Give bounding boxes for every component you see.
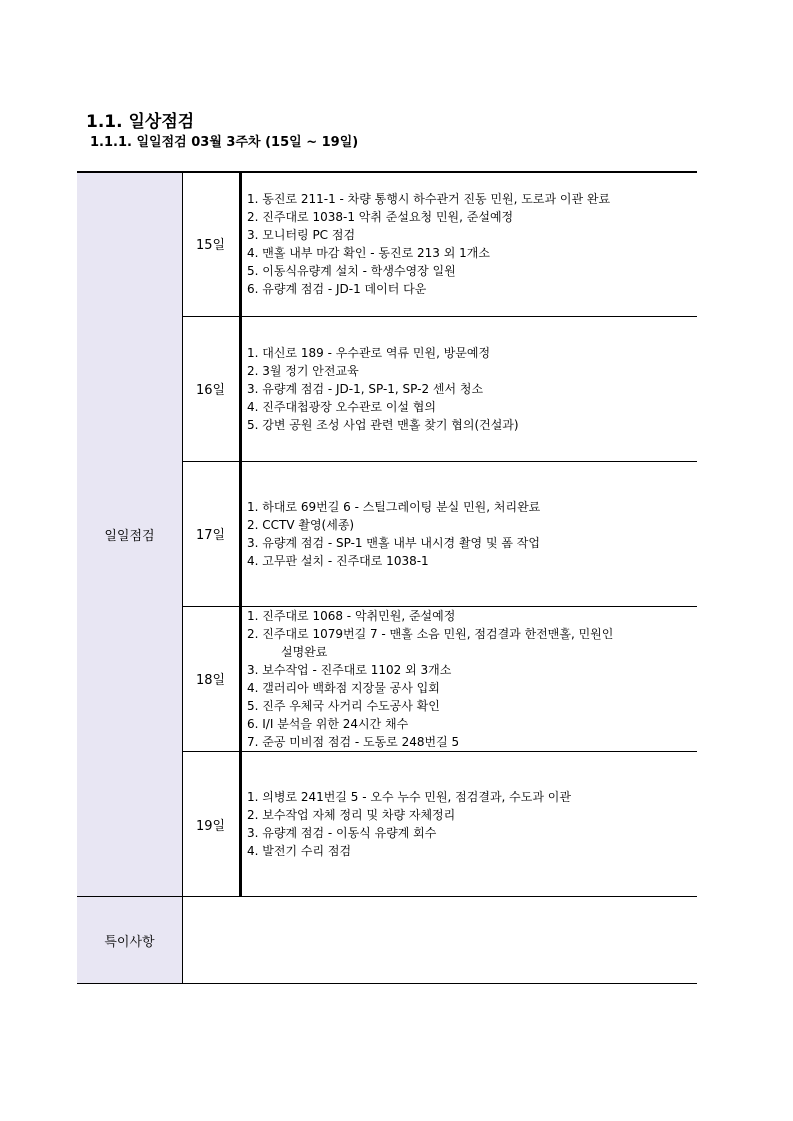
day-label-15: 15일 — [195, 238, 226, 253]
list-item: 1. 의병로 241번길 5 - 오수 누수 민원, 점검결과, 수도과 이관 — [247, 790, 571, 804]
column-divider — [182, 171, 183, 984]
list-item: 1. 진주대로 1068 - 악취민원, 준설예정 — [247, 608, 456, 623]
list-item: 1. 대신로 189 - 우수관로 역류 민원, 방문예정 — [247, 345, 491, 360]
section-title: 1.1. 일상점검 — [86, 112, 195, 132]
list-item: 2. CCTV 촬영(세종) — [247, 517, 355, 532]
list-item-continuation: 설명완료 — [281, 644, 328, 659]
list-item: 4. 발전기 수리 점검 — [247, 844, 352, 858]
group-label: 일일점검 — [104, 528, 155, 544]
list-item: 3. 유량계 점검 - 이동식 유량계 회수 — [247, 826, 437, 840]
list-item: 1. 하대로 69번길 6 - 스틸그레이팅 분실 민원, 처리완료 — [247, 499, 541, 514]
list-item: 2. 진주대로 1038-1 악취 준설요청 민원, 준설예정 — [247, 209, 514, 224]
day-content-18 — [241, 606, 697, 751]
table-top-border — [77, 171, 697, 173]
list-item: 2. 보수작업 자체 정리 및 차량 자체정리 — [247, 808, 456, 822]
notes-label: 특이사항 — [104, 935, 155, 950]
row-divider — [182, 751, 697, 752]
day-label-16: 16일 — [195, 383, 226, 398]
day-content-16 — [241, 316, 697, 461]
list-item: 4. 맨홀 내부 마감 확인 - 동진로 213 외 1개소 — [247, 245, 490, 260]
list-item: 5. 진주 우체국 사거리 수도공사 확인 — [247, 698, 440, 713]
list-item: 1. 동진로 211-1 - 차량 통행시 하수관거 진동 민원, 도로과 이관 완료 — [247, 191, 611, 206]
list-item: 3. 유량계 점검 - JD-1, SP-1, SP-2 센서 청소 — [247, 381, 484, 396]
list-item: 5. 이동식유량계 설치 - 학생수영장 일원 — [247, 263, 456, 278]
list-item: 3. 유량계 점검 - SP-1 맨홀 내부 내시경 촬영 및 폼 작업 — [247, 535, 540, 550]
table-bottom-border — [77, 983, 697, 984]
day-content-15 — [241, 171, 697, 316]
list-item: 5. 강변 공원 조성 사업 관련 맨홀 찾기 협의(건설과) — [247, 417, 519, 432]
list-item: 2. 진주대로 1079번길 7 - 맨홀 소음 민원, 점검결과 한전맨홀, 민원인 — [247, 626, 614, 641]
subsection-title: 1.1.1. 일일점검 03월 3주차 (15일 ~ 19일) — [90, 135, 359, 150]
list-item: 2. 3월 정기 안전교육 — [247, 363, 359, 378]
day-label-18: 18일 — [195, 673, 226, 688]
day-content-17 — [241, 461, 697, 606]
row-divider — [182, 606, 697, 607]
daily-inspection-table — [77, 171, 697, 984]
list-item: 4. 진주대첩광장 오수관로 이설 협의 — [247, 399, 436, 414]
notes-content — [183, 897, 697, 984]
list-item: 3. 모니터링 PC 점검 — [247, 227, 356, 242]
list-item: 4. 갤러리아 백화점 지장물 공사 입회 — [247, 680, 440, 695]
row-divider — [182, 461, 697, 462]
list-item: 4. 고무판 설치 - 진주대로 1038-1 — [247, 553, 429, 568]
day-content-divider — [239, 171, 242, 897]
row-divider — [182, 316, 697, 317]
list-item: 7. 준공 미비점 점검 - 도동로 248번길 5 — [247, 734, 460, 749]
day-content-19 — [241, 751, 697, 897]
day-label-19: 19일 — [195, 818, 226, 834]
day-label-17: 17일 — [195, 528, 226, 543]
list-item: 3. 보수작업 - 진주대로 1102 외 3개소 — [247, 662, 452, 677]
notes-divider — [77, 896, 697, 897]
list-item: 6. 유량계 점검 - JD-1 데이터 다운 — [247, 281, 427, 296]
list-item: 6. I/I 분석을 위한 24시간 채수 — [247, 716, 409, 731]
